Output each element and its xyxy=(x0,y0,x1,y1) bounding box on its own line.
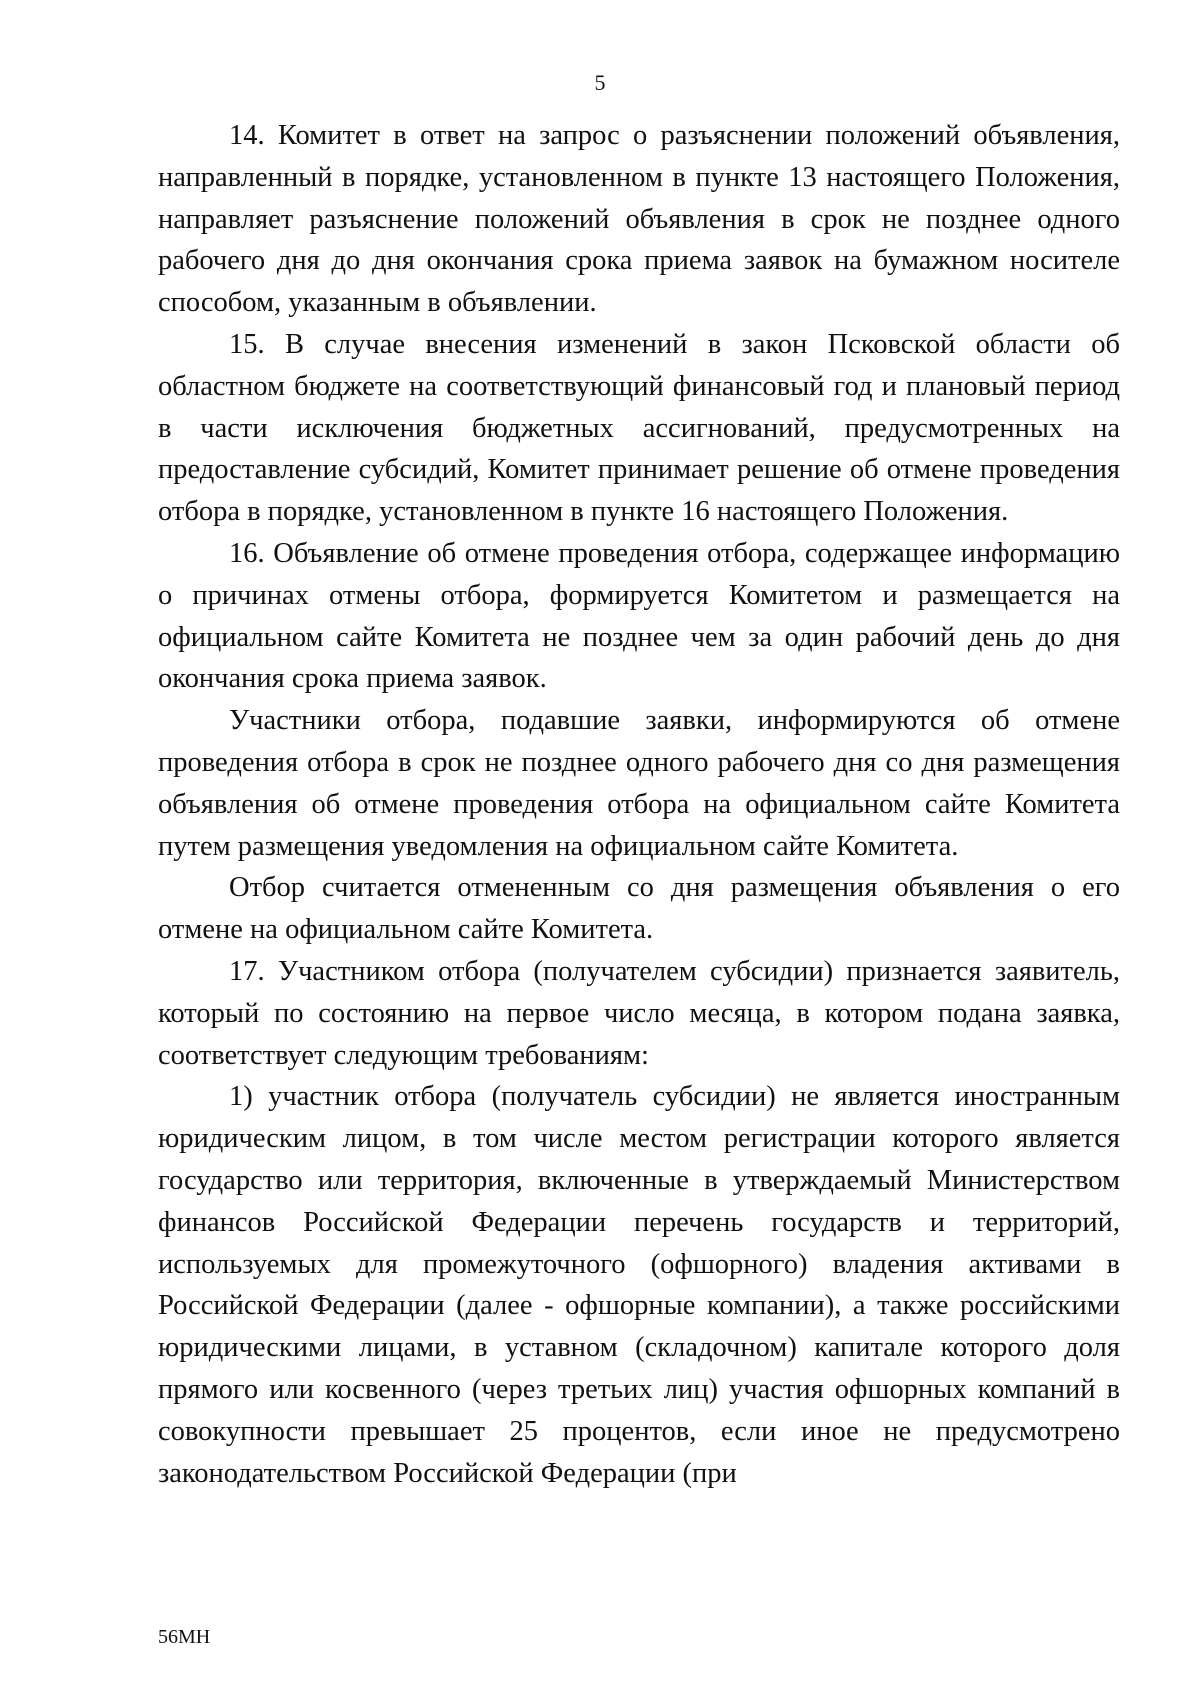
footer-document-code: 56МН xyxy=(158,1626,211,1648)
paragraph-14: 14. Комитет в ответ на запрос о разъяснении положений объявления, направленный в порядке, установленном в пункте 13 настоящего Положения, направляет разъяснение положений объявления в срок не позднее одного рабочего дня до дня окончания срока приема заявок на бумажном носителе способом, указанным в объявлении. xyxy=(158,120,1120,319)
paragraph-17-item-1: 1) участник отбора (получатель субсидии) не является иностранным юридическим лицом, в том числе местом регистрации которого является государство или территория, включенные в утверждаемый Министерством финансов Российской Федерации перечень государств и территорий, используемых для промежуточного (офшорного) владения активами в Российской Федерации (далее - офшорные компании), а также российскими юридическими лицами, в уставном (складочном) капитале которого доля прямого или косвенного (через третьих лиц) участия офшорных компаний в совокупности превышает 25 процентов, если иное не предусмотрено законодательством Российской Федерации (при xyxy=(158,1081,1120,1489)
paragraph-16-cancelled: Отбор считается отмененным со дня размещения объявления о его отмене на официальном сайте Комитета. xyxy=(158,872,1120,946)
paragraph-15: 15. В случае внесения изменений в закон Псковской области об областном бюджете на соответствующий финансовый год и плановый период в части исключения бюджетных ассигнований, предусмотренных на предоставление субсидий, Комитет принимает решение об отмене проведения отбора в порядке, установленном в пункте 16 настоящего Положения. xyxy=(158,328,1120,528)
page-number: 5 xyxy=(594,70,606,95)
document-body xyxy=(158,115,1120,1494)
paragraph-17: 17. Участником отбора (получателем субсидии) признается заявитель, который по состоянию на первое число месяца, в котором подана заявка, соответствует следующим требованиям: xyxy=(158,955,1120,1071)
paragraph-16: 16. Объявление об отмене проведения отбора, содержащее информацию о причинах отмены отбора, формируется Комитетом и размещается на официальном сайте Комитета не позднее чем за один рабочий день до дня окончания срока приема заявок. xyxy=(158,537,1120,695)
paragraph-16-participants: Участники отбора, подавшие заявки, информируются об отмене проведения отбора в срок не позднее одного рабочего дня со дня размещения объявления об отмене проведения отбора на официальном сайте Комитета путем размещения уведомления на официальном сайте Комитета. xyxy=(158,705,1120,862)
